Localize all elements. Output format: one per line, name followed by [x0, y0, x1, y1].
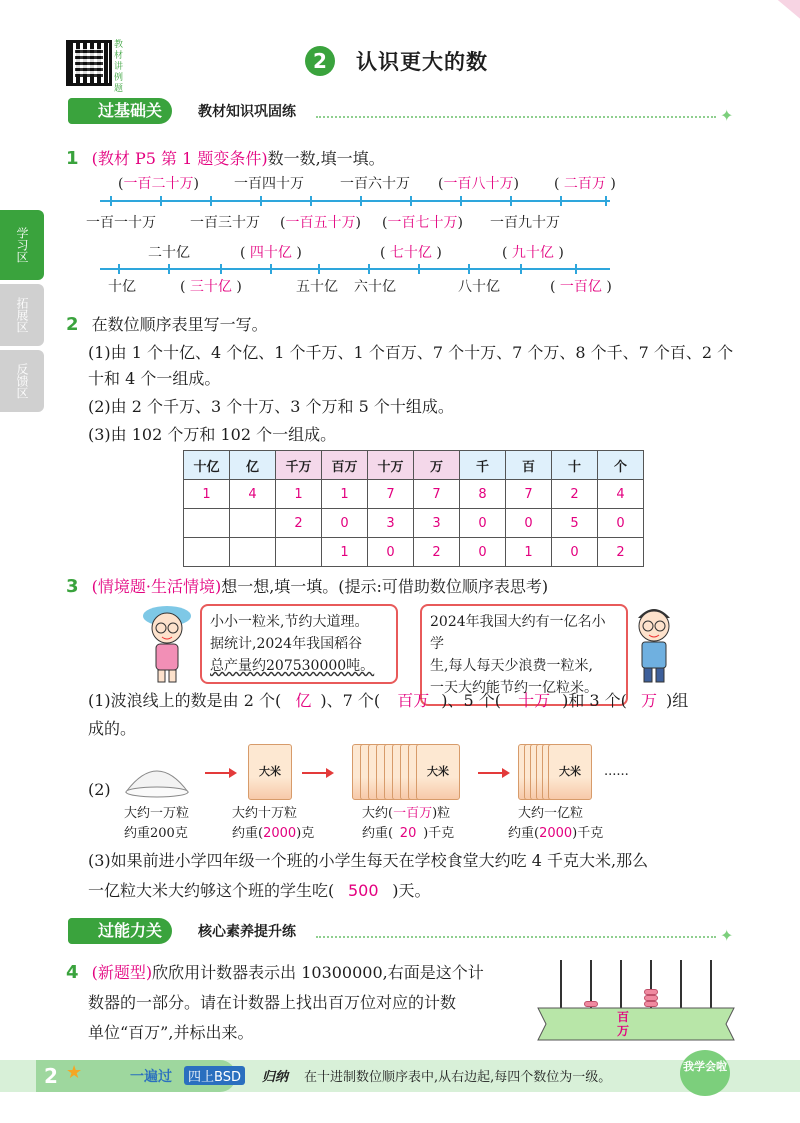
boy-illustration	[628, 600, 680, 686]
abacus-rod[interactable]	[680, 960, 682, 1010]
text: )粒	[432, 806, 451, 821]
nl1-bottom-3: (一百五十万)	[280, 215, 361, 231]
section-banner-ability	[68, 918, 738, 946]
table-cell[interactable]: 5	[552, 509, 598, 538]
table-cell[interactable]: 2	[598, 538, 644, 567]
table-cell[interactable]: 7	[506, 480, 552, 509]
text: (1)波浪线上的数是由 2 个(	[88, 691, 282, 710]
caption-item-3	[362, 804, 454, 844]
q3-part1-end: 成的。	[88, 719, 137, 738]
tick	[160, 196, 162, 206]
tick	[168, 264, 170, 274]
done-badge[interactable]: 我学会啦	[680, 1050, 730, 1096]
text: )组	[666, 691, 689, 710]
tick	[605, 196, 607, 206]
text: )千克	[423, 826, 455, 841]
table-cell[interactable]	[230, 509, 276, 538]
table-header-cell: 亿	[230, 451, 276, 480]
table-header-cell: 十	[552, 451, 598, 480]
answer-blank[interactable]: 20	[399, 826, 417, 841]
bubble-line: 据统计,2024年我国稻谷	[210, 636, 363, 652]
bag-label: 大米	[259, 765, 281, 778]
nl2-top-1: 二十亿	[148, 245, 190, 261]
abacus-rod[interactable]	[620, 960, 622, 1010]
q2-sub3: (3)由 102 个万和 102 个一组成。	[88, 425, 337, 444]
side-tab-feedback[interactable]: 反馈区	[0, 350, 44, 412]
text: )和 3 个(	[562, 691, 627, 710]
caption-line	[362, 824, 454, 844]
bag-label: 大米	[427, 765, 449, 778]
tick	[118, 264, 120, 274]
bubble-line: 生,每人每天少浪费一粒米,	[430, 658, 593, 674]
table-cell[interactable]	[230, 538, 276, 567]
grade-label: 四上BSD	[184, 1066, 245, 1085]
question-1	[66, 146, 385, 169]
abacus-rod[interactable]	[710, 960, 712, 1010]
caption-line: 大约十万粒	[232, 806, 298, 821]
nl2-bottom-3: 五十亿	[296, 279, 338, 295]
bubble-line: 小小一粒米,节约大道理。	[210, 614, 369, 630]
nl2-top-4: ( 九十亿 )	[502, 245, 564, 261]
table-cell[interactable]: 1	[322, 538, 368, 567]
table-cell[interactable]: 2	[552, 480, 598, 509]
table-cell[interactable]: 7	[368, 480, 414, 509]
question-tag: (教材 P5 第 1 题变条件)	[91, 149, 268, 168]
bubble-line: 一天大约能节约一亿粒米。	[430, 680, 598, 696]
table-cell[interactable]: 1	[322, 480, 368, 509]
abacus-base	[536, 1006, 736, 1042]
page-number: 2	[44, 1064, 58, 1088]
answer-blank[interactable]: 2000	[263, 826, 297, 841]
bubble-line: 2024年我国大约有一亿名小学	[430, 614, 606, 652]
caption-item-2	[232, 804, 314, 844]
side-tab-extend[interactable]: 拓展区	[0, 284, 44, 346]
star-icon: ✦	[720, 926, 734, 945]
caption-line	[508, 824, 603, 844]
tick	[368, 264, 370, 274]
arrow-icon	[478, 772, 508, 774]
question-number: 4	[66, 962, 79, 983]
divider	[316, 116, 716, 118]
tick	[468, 264, 470, 274]
question-2	[66, 312, 268, 335]
answer-blank[interactable]: 亿	[295, 691, 312, 710]
speech-bubble-left	[200, 604, 398, 684]
question-number: 2	[66, 314, 79, 335]
table-cell[interactable]: 0	[506, 509, 552, 538]
caption-line	[232, 824, 314, 844]
table-cell[interactable]: 3	[368, 509, 414, 538]
section-subtitle: 核心素养提升练	[198, 924, 296, 940]
table-cell[interactable]: 0	[322, 509, 368, 538]
text: )、7 个(	[320, 691, 381, 710]
tick	[220, 264, 222, 274]
place-value-table	[183, 450, 644, 567]
text: )、5 个(	[441, 691, 501, 710]
divider	[316, 936, 716, 938]
caption-item-1	[124, 804, 189, 844]
section-subtitle: 教材知识巩固练	[198, 104, 296, 120]
nl1-bottom-5: 一百九十万	[490, 215, 560, 231]
table-cell[interactable]: 8	[460, 480, 506, 509]
tick	[410, 196, 412, 206]
nl1-top-2: 一百四十万	[234, 176, 304, 192]
question-tag: (新题型)	[91, 963, 153, 982]
text: 约重(	[362, 826, 394, 841]
section-badge: 过基础关	[68, 98, 172, 124]
table-cell[interactable]: 0	[460, 509, 506, 538]
page-title: 认识更大的数	[356, 50, 488, 74]
abacus[interactable]	[536, 960, 736, 1044]
question-number: 1	[66, 148, 79, 169]
nl1-bottom-4: (一百七十万)	[382, 215, 463, 231]
q4-line3: 单位“百万”,并标出来。	[88, 1023, 254, 1042]
q3-part3-line2	[88, 878, 431, 901]
text: )克	[296, 826, 315, 841]
table-cell[interactable]: 7	[414, 480, 460, 509]
table-cell[interactable]: 2	[414, 538, 460, 567]
answer-blank[interactable]: 一百万	[393, 806, 433, 821]
table-header-cell: 百万	[322, 451, 368, 480]
caption-line	[362, 804, 454, 824]
abacus-rod[interactable]	[560, 960, 562, 1010]
table-cell[interactable]: 1	[506, 538, 552, 567]
answer-blank[interactable]: 万	[641, 691, 658, 710]
table-header-row	[184, 451, 644, 480]
q4-line2: 数器的一部分。请在计数器上找出百万位对应的计数	[88, 993, 457, 1012]
nl2-top-2: ( 四十亿 )	[240, 245, 302, 261]
tip-text: 在十进制数位顺序表中,从右边起,每四个数位为一级。	[304, 1070, 612, 1085]
answer-blank[interactable]: 百万	[397, 691, 430, 710]
series-name: 一遍过	[130, 1069, 172, 1085]
nl2-bottom-6: ( 一百亿 )	[550, 279, 612, 295]
table-header-cell: 千	[460, 451, 506, 480]
tick	[260, 196, 262, 206]
tick	[360, 196, 362, 206]
question-text: 在数位顺序表里写一写。	[91, 315, 268, 334]
table-header-cell: 千万	[276, 451, 322, 480]
rice-bag-icon	[248, 744, 292, 800]
answer-blank[interactable]: 500	[347, 881, 379, 900]
tick	[575, 264, 577, 274]
caption-item-4	[508, 804, 603, 844]
table-cell[interactable]: 3	[414, 509, 460, 538]
q3-part3-line1: (3)如果前进小学四年级一个班的小学生每天在学校食堂大约吃 4 千克大米,那么	[88, 851, 649, 870]
nl2-bottom-4: 六十亿	[354, 279, 396, 295]
q3-part2-label: (2)	[88, 780, 111, 799]
table-cell[interactable]	[184, 509, 230, 538]
tick	[110, 196, 112, 206]
mascot-icon: ★	[66, 1062, 83, 1083]
caption-line: 大约一万粒	[124, 806, 190, 821]
table-cell[interactable]: 0	[598, 509, 644, 538]
tick	[520, 264, 522, 274]
nl1-top-1: (一百二十万)	[118, 176, 199, 192]
table-row	[184, 509, 644, 538]
table-cell[interactable]: 4	[230, 480, 276, 509]
q2-sub1a: (1)由 1 个十亿、4 个亿、1 个千万、1 个百万、7 个十万、7 个万、8 个千、7 个百、2 个	[88, 343, 734, 362]
table-header-cell: 十万	[368, 451, 414, 480]
table-cell[interactable]	[184, 538, 230, 567]
nl2-bottom-2: ( 三十亿 )	[180, 279, 242, 295]
tick	[210, 196, 212, 206]
arrow-icon	[205, 772, 235, 774]
table-header-cell: 个	[598, 451, 644, 480]
table-cell[interactable]: 0	[552, 538, 598, 567]
nl2-bottom-5: 八十亿	[458, 279, 500, 295]
tick	[310, 196, 312, 206]
table-row	[184, 538, 644, 567]
ellipsis: ......	[604, 764, 629, 779]
table-header-cell: 百	[506, 451, 552, 480]
side-tab-study[interactable]: 学习区	[0, 210, 44, 280]
section-badge: 过能力关	[68, 918, 172, 944]
table-header-cell: 万	[414, 451, 460, 480]
table-cell[interactable]: 1	[276, 480, 322, 509]
unit-number: 2	[305, 46, 335, 76]
answer-blank[interactable]: 十万	[518, 691, 551, 710]
rice-bag-stack-many	[518, 744, 598, 800]
arrow-icon	[302, 772, 332, 774]
table-cell[interactable]: 4	[598, 480, 644, 509]
table-header-cell: 十亿	[184, 451, 230, 480]
answer-blank[interactable]: 2000	[539, 826, 573, 841]
bag-label: 大米	[559, 765, 581, 778]
nl1-top-4: (一百八十万)	[438, 176, 519, 192]
q2-sub2: (2)由 2 个千万、3 个十万、3 个万和 5 个十组成。	[88, 397, 454, 416]
tip-label: 归纳	[262, 1070, 289, 1085]
question-text: 想一想,填一填。(提示:可借助数位顺序表思考)	[221, 577, 549, 596]
tick	[510, 196, 512, 206]
number-line-2	[100, 268, 610, 270]
qr-label: 教材讲例题	[114, 40, 124, 94]
table-cell[interactable]: 0	[368, 538, 414, 567]
tick	[460, 196, 462, 206]
rice-bag-icon	[548, 744, 592, 800]
abacus-label: 百万	[616, 1010, 629, 1038]
nl1-bottom-2: 一百三十万	[190, 215, 260, 231]
q2-sub1b: 十和 4 个一组成。	[88, 369, 221, 388]
nl2-top-3: ( 七十亿 )	[380, 245, 442, 261]
table-row	[184, 480, 644, 509]
question-number: 3	[66, 576, 79, 597]
question-text: 欣欣用计数器表示出 10300000,右面是这个计	[152, 963, 484, 982]
question-text: 数一数,填一填。	[267, 149, 385, 168]
text: )千克	[572, 826, 604, 841]
tick	[560, 196, 562, 206]
text: 约重(	[232, 826, 264, 841]
nl1-top-5: ( 二百万 )	[554, 176, 616, 192]
nl1-bottom-1: 一百一十万	[86, 215, 156, 231]
question-3	[66, 574, 548, 597]
tick	[318, 264, 320, 274]
rice-pile-icon	[122, 752, 192, 798]
table-cell[interactable]	[276, 538, 322, 567]
qr-code[interactable]	[66, 40, 112, 86]
tick	[270, 264, 272, 274]
tick	[418, 264, 420, 274]
caption-line: 约重200克	[124, 826, 188, 841]
caption-line: 大约一亿粒	[518, 806, 584, 821]
rice-bag-stack-10	[352, 744, 462, 800]
star-icon: ✦	[720, 106, 734, 125]
nl1-top-3: 一百六十万	[340, 176, 410, 192]
section-banner-basic	[68, 98, 738, 126]
nl2-bottom-1: 十亿	[108, 279, 136, 295]
table-cell[interactable]: 0	[460, 538, 506, 567]
bubble-line: 总产量约207530000吨。	[210, 658, 375, 674]
table-cell[interactable]: 1	[184, 480, 230, 509]
q3-part1	[88, 688, 688, 711]
question-4	[66, 960, 484, 983]
text: 约重(	[508, 826, 540, 841]
text: 一亿粒大米大约够这个班的学生吃(	[88, 881, 335, 900]
girl-illustration	[136, 600, 198, 686]
table-cell[interactable]: 2	[276, 509, 322, 538]
question-tag: (情境题·生活情境)	[91, 577, 222, 596]
rice-bag-icon	[416, 744, 460, 800]
text: )天。	[392, 881, 431, 900]
number-line-1	[100, 200, 610, 202]
text: 大约(	[362, 806, 394, 821]
corner-badge: 教师用书	[725, 9, 794, 71]
